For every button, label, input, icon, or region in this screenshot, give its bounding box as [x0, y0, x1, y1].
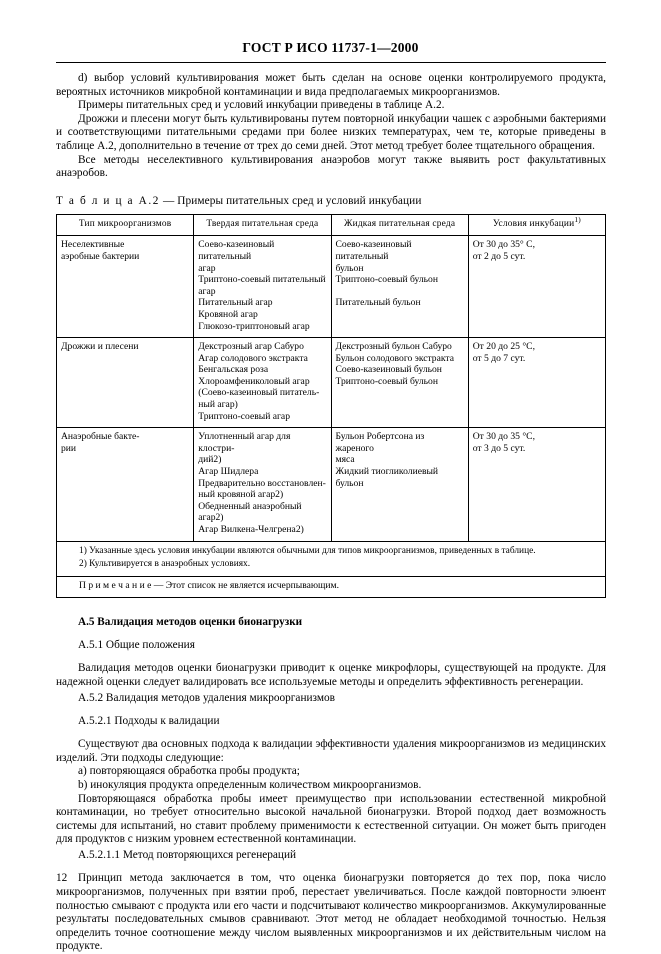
paragraph-examples: Примеры питательных сред и условий инкубации приведены в таблице А.2. — [78, 99, 445, 112]
cell-type — [57, 428, 194, 541]
cell-line: агар — [198, 262, 216, 274]
table-footnote-2: 2) Культивируется в анаэробных условиях. — [79, 558, 251, 569]
cell-line: Жидкий тиогликолиевый бульон — [335, 466, 439, 489]
cell-solid-media — [194, 338, 331, 428]
cell-liquid-media — [331, 338, 468, 428]
table-footnote-row — [57, 541, 606, 576]
table-header-liquid: Жидкая питательная среда — [331, 214, 468, 236]
table-header-conditions-footnote: 1) — [574, 214, 581, 224]
table-note-label: П р и м е ч а н и е — [79, 580, 152, 591]
paragraph-a521-b: b) инокуляция продукта определенным количеством микроорганизмов. — [78, 779, 422, 792]
cell-line: агар — [198, 285, 216, 297]
heading-a5211: А.5.2.1.1 Метод повторяющихся регенераций — [78, 849, 297, 862]
table-header-conditions — [468, 214, 605, 236]
cell-line: Бульон Робертсона из жареного — [335, 431, 425, 454]
table-note — [57, 577, 606, 598]
table-note-row — [57, 577, 606, 598]
paragraph-yeasts: Дрожжи и плесени могут быть культивированы путем повторной инкубации чашек с аэробными бактериями и соответствующими питательными средами при более низких температурах, чем те, которые приведены в таблице А.2, дополнительно в течение от трех до семи дней. Этот метод требует более тщательного обращения. — [56, 112, 606, 152]
cell-line: Бульон солодового экстракта — [335, 352, 454, 364]
cell-line: Бенгальская роза — [198, 364, 269, 376]
cell-line: Соево-казеиновый питательный — [335, 239, 412, 262]
table-header-conditions-label: Условия инкубации — [492, 218, 575, 229]
paragraph-a5211: Принцип метода заключается в том, что оценка бионагрузки повторяется до тех пор, пока число микроорганизмов, полученных при взятии проб, перестает увеличиваться. После каждой повторности элюент полностью смывают с продукта или его части и подсчитывают количество микроорганизмов. Аккумулированные результаты последовательных смывов сравнивают. Этот метод не обладает необходимой точностью. Нельзя определить точное соотношение между числом выявленных микроорганизмов и их действительным числом на продукте. — [56, 872, 606, 953]
table-note-text: — Этот список не является исчерпывающим. — [153, 580, 340, 591]
table-caption-text: — Примеры питательных сред и условий инкубации — [162, 194, 422, 207]
table-footnotes — [57, 541, 606, 576]
cell-solid-media — [194, 236, 331, 338]
table-row — [57, 338, 606, 428]
cell-line: Соево-казеиновый бульон — [335, 364, 442, 376]
cell-line: Триптоно-соевый питательный — [198, 274, 326, 286]
table-footnote-1: 1) Указанные здесь условия инкубации являются обычными для типов микроорганизмов, приведенных в таблице. — [79, 545, 536, 556]
header-divider — [56, 62, 606, 63]
cell-line: Уплотненный агар для клостри- — [198, 431, 291, 454]
paragraph-d: d) выбор условий культивирования может быть сделан на основе оценки контролируемого продукта, вероятных источников микробной контаминации и вида предполагаемых микроорганизмов. — [56, 72, 606, 98]
cell-line: рии — [61, 442, 77, 454]
cell-line: Питательный агар — [198, 297, 273, 309]
cell-line: Дрожжи и плесени — [61, 341, 139, 353]
paragraph-a51: Валидация методов оценки бионагрузки приводит к оценке микрофлоры, существующей на продукте. Для надежной оценки следует валидировать все используемые методы и определить эффективность регенерации. — [56, 662, 606, 689]
cell-line: Неселективные — [61, 239, 125, 251]
cell-line: дий2) — [198, 454, 222, 466]
table-caption-label: Т а б л и ц а А.2 — [56, 194, 161, 207]
cell-line: от 2 до 5 сут. — [472, 250, 526, 262]
cell-line: Триптоно-соевый агар — [198, 410, 290, 422]
cell-line: Агар солодового экстракта — [198, 352, 308, 364]
cell-line: Глюкозо-триптоновый агар — [198, 320, 310, 332]
heading-a52: А.5.2 Валидация методов удаления микроорганизмов — [78, 691, 335, 704]
cell-line: от 3 до 5 сут. — [472, 442, 526, 454]
page-header: ГОСТ Р ИСО 11737-1—2000 — [242, 40, 419, 55]
cell-line: бульон — [335, 262, 364, 274]
heading-a5: А.5 Валидация методов оценки бионагрузки — [78, 616, 303, 628]
cell-line: от 5 до 7 сут. — [472, 352, 526, 364]
cell-liquid-media — [331, 236, 468, 338]
cell-line: ный кровяной агар2) — [198, 489, 284, 501]
cell-line: Питательный бульон — [335, 297, 421, 309]
cell-line: От 20 до 25 °С, — [472, 341, 535, 353]
cell-type — [57, 236, 194, 338]
cell-line: От 30 до 35 °С, — [472, 431, 535, 443]
cell-type — [57, 338, 194, 428]
cell-line: Агар Вилкена-Челгрена2) — [198, 524, 304, 535]
cell-liquid-media — [331, 428, 468, 541]
heading-a521: А.5.2.1 Подходы к валидации — [78, 714, 220, 727]
cell-line: Предварительно восстановлен- — [198, 477, 326, 489]
media-incubation-table — [56, 214, 606, 598]
cell-line: Соево-казеиновый питательный — [198, 239, 275, 262]
cell-line: Декстрозный агар Сабуро — [198, 341, 304, 353]
cell-line: Кровяной агар — [198, 308, 258, 320]
table-header-type: Тип микроорганизмов — [57, 214, 194, 236]
cell-line: ный агар) — [198, 399, 238, 411]
cell-line: мяса — [335, 454, 355, 466]
paragraph-anaerobes: Все методы неселективного культивирования анаэробов могут также выявить рост факультативных анаэробов. — [56, 153, 606, 180]
table-row — [57, 236, 606, 338]
paragraph-a521-discussion: Повторяющаяся обработка пробы имеет преимущество при использовании естественной микробной контаминации, но требует относительно высокой начальной бионагрузки. Второй подход дает возможность системы для испытаний, но ставит проблему применимости к естественной ситуации. Он может быть пригоден для продуктов с низким уровнем естественной контаминации. — [56, 792, 606, 846]
paragraph-a521-a: a) повторяющаяся обработка пробы продукта; — [78, 765, 300, 778]
cell-line: Хлороамфениколовый агар — [198, 375, 310, 387]
table-header-row — [57, 214, 606, 236]
paragraph-a521-intro: Существуют два основных подхода к валидации эффективности удаления микроорганизмов из медицинских изделий. Эти подходы следующие: — [56, 738, 606, 764]
cell-line: аэробные бактерии — [61, 250, 140, 262]
cell-line: Триптоно-соевый бульон — [335, 274, 438, 286]
page-number: 12 — [56, 872, 68, 884]
cell-line: Агар Шидлера — [198, 466, 259, 478]
page-content — [56, 72, 606, 954]
cell-line: (Соево-казеиновый питатель- — [198, 387, 320, 399]
cell-conditions — [468, 428, 605, 541]
cell-line: Обедненный анаэробный агар2) — [198, 500, 302, 524]
cell-line: От 30 до 35° С, — [472, 239, 535, 251]
cell-line-blank — [336, 286, 464, 298]
table-caption — [56, 195, 606, 207]
heading-a51: А.5.1 Общие положения — [78, 639, 195, 652]
cell-line: Триптоно-соевый бульон — [335, 375, 438, 387]
cell-line: Декстрозный бульон Сабуро — [335, 341, 452, 353]
table-header-solid: Твердая питательная среда — [194, 214, 331, 236]
table-row — [57, 428, 606, 541]
cell-conditions — [468, 338, 605, 428]
table-note-paragraph — [61, 580, 601, 592]
cell-line: Анаэробные бакте- — [61, 431, 140, 443]
cell-conditions — [468, 236, 605, 338]
cell-solid-media — [194, 428, 331, 541]
